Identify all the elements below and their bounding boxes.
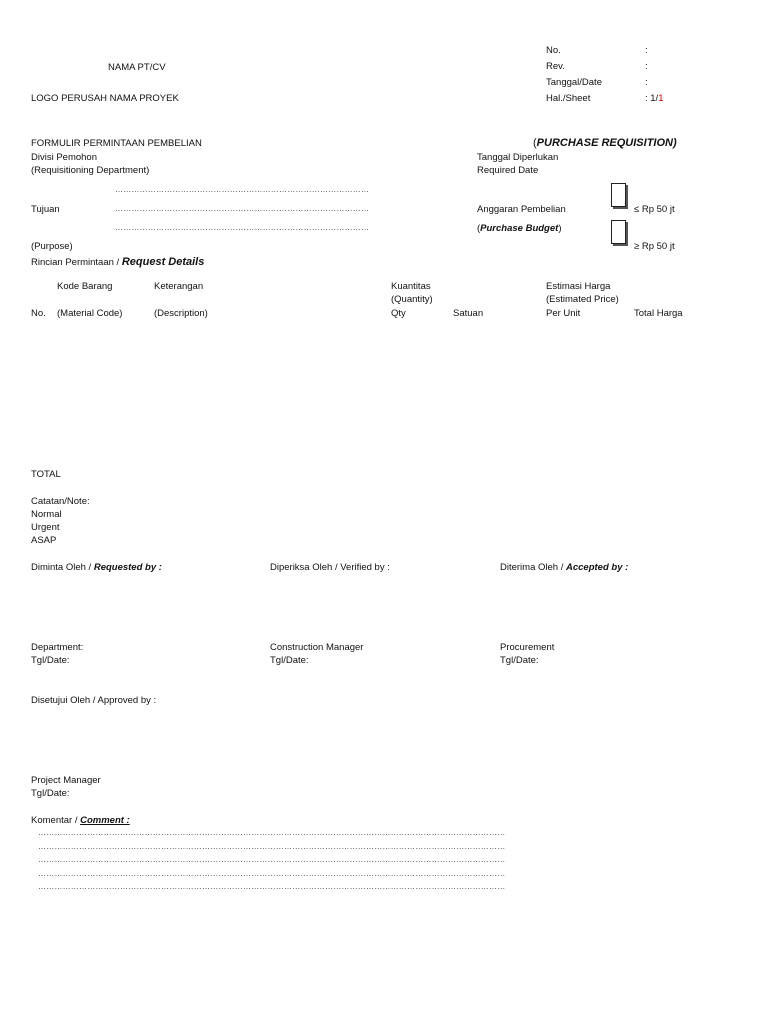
date-required-label: Tanggal Diperlukan	[477, 152, 559, 163]
budget-label: Anggaran Pembelian	[477, 204, 566, 215]
division-label: Divisi Pemohon	[31, 152, 97, 163]
division-label-en: (Requisitioning Department)	[31, 165, 150, 176]
form-title-en: (PURCHASE REQUISITION)	[533, 137, 677, 149]
meta-value-date: :	[645, 77, 648, 88]
comment-line-1[interactable]: ………………………………………………………………………………………………………………………………………………………	[38, 829, 506, 837]
company-name: NAMA PT/CV	[108, 62, 166, 73]
note-option-urgent: Urgent	[31, 522, 60, 533]
col-qty-header: Kuantitas	[391, 281, 431, 292]
total-label: TOTAL	[31, 469, 61, 480]
note-option-normal: Normal	[31, 509, 62, 520]
budget-option-over-50: ≥ Rp 50 jt	[634, 241, 675, 252]
col-code-header: Kode Barang	[57, 281, 113, 292]
comment-line-3[interactable]: ………………………………………………………………………………………………………………………………………………………	[38, 856, 506, 864]
accepted-by-label: Diterima Oleh / Accepted by :	[500, 562, 629, 573]
col-price-subheader: Per Unit	[546, 308, 581, 319]
verified-by-label: Diperiksa Oleh / Verified by :	[270, 562, 390, 573]
sheet-total: 1	[658, 93, 664, 104]
meta-label-no: No.	[546, 45, 561, 56]
meta-value-sheet: : 1/1	[645, 93, 664, 104]
request-details-heading: Rincian Permintaan / Request Details	[31, 256, 205, 268]
signer-construction-manager: Construction Manager	[270, 642, 364, 653]
col-total-header: Total Harga	[634, 308, 683, 319]
signer-project-manager: Project Manager	[31, 775, 101, 786]
requested-by-label: Diminta Oleh / Requested by :	[31, 562, 162, 573]
notes-label: Catatan/Note:	[31, 496, 90, 507]
purpose-fill-line-1[interactable]: …………………………………………………………………………………	[115, 205, 370, 213]
purpose-label-en: (Purpose)	[31, 241, 73, 252]
comment-label: Komentar / Comment :	[31, 815, 130, 826]
division-fill-line[interactable]: …………………………………………………………………………………	[115, 186, 370, 194]
project-manager-date-label: Tgl/Date:	[31, 788, 70, 799]
col-unit-header: Satuan	[453, 308, 484, 319]
col-price-header: Estimasi Harga	[546, 281, 611, 292]
col-desc-header-en: (Description)	[154, 308, 208, 319]
signer-department: Department:	[31, 642, 84, 653]
budget-label-en: (Purchase Budget)	[477, 223, 562, 234]
department-date-label: Tgl/Date:	[31, 655, 70, 666]
meta-label-rev: Rev.	[546, 61, 565, 72]
budget-checkbox-under-50[interactable]	[611, 183, 626, 207]
col-desc-header: Keterangan	[154, 281, 204, 292]
form-title: FORMULIR PERMINTAAN PEMBELIAN	[31, 138, 202, 149]
col-qty-subheader: Qty	[391, 308, 406, 319]
comment-line-4[interactable]: ………………………………………………………………………………………………………………………………………………………	[38, 870, 506, 878]
col-qty-header-en: (Quantity)	[391, 294, 433, 305]
col-price-header-en: (Estimated Price)	[546, 294, 619, 305]
budget-option-under-50: ≤ Rp 50 jt	[634, 204, 675, 215]
approved-by-label: Disetujui Oleh / Approved by :	[31, 695, 157, 706]
meta-value-rev: :	[645, 61, 648, 72]
meta-label-sheet: Hal./Sheet	[546, 93, 591, 104]
budget-checkbox-over-50[interactable]	[611, 220, 626, 244]
purpose-label: Tujuan	[31, 204, 60, 215]
col-no-header: No.	[31, 308, 46, 319]
col-code-header-en: (Material Code)	[57, 308, 123, 319]
meta-value-no: :	[645, 45, 648, 56]
note-option-asap: ASAP	[31, 535, 57, 546]
purpose-fill-line-2[interactable]: …………………………………………………………………………………	[115, 224, 370, 232]
meta-label-date: Tanggal/Date	[546, 77, 602, 88]
logo-project-name: LOGO PERUSAH NAMA PROYEK	[31, 93, 179, 104]
comment-line-2[interactable]: ………………………………………………………………………………………………………………………………………………………	[38, 843, 506, 851]
date-required-label-en: Required Date	[477, 165, 539, 176]
procurement-date-label: Tgl/Date:	[500, 655, 539, 666]
construction-manager-date-label: Tgl/Date:	[270, 655, 309, 666]
comment-line-5[interactable]: ………………………………………………………………………………………………………………………………………………………	[38, 883, 506, 891]
signer-procurement: Procurement	[500, 642, 555, 653]
